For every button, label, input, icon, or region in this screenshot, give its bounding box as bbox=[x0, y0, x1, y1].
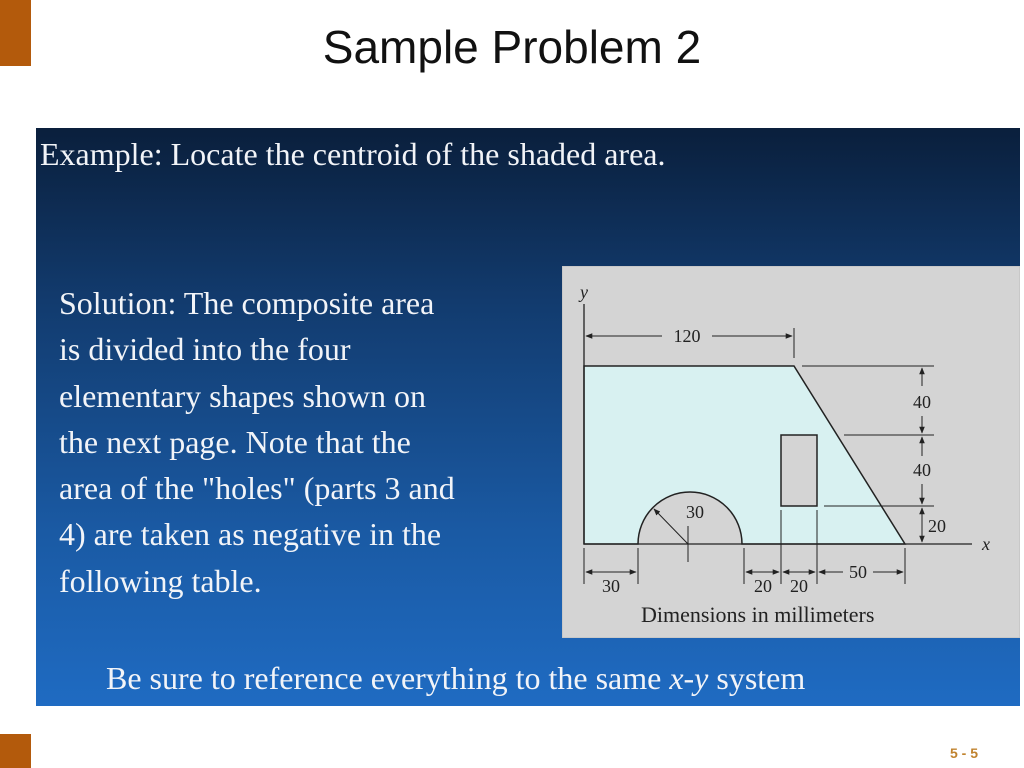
dim-gap-b: 20 bbox=[790, 576, 808, 596]
rectangular-hole bbox=[781, 435, 817, 506]
figure-svg bbox=[562, 266, 1020, 638]
solution-text bbox=[59, 280, 559, 604]
solution-line: elementary shapes shown on bbox=[59, 377, 427, 414]
dim-left-offset: 30 bbox=[602, 576, 620, 596]
x-axis-label: x bbox=[982, 534, 990, 554]
solution-line: Solution: The composite area bbox=[59, 285, 435, 321]
reference-note-suffix: system bbox=[708, 660, 806, 696]
accent-bar-bottom bbox=[0, 734, 31, 768]
solution-line: is divided into the four bbox=[59, 331, 351, 368]
reference-note-axes: x-y bbox=[669, 660, 709, 696]
dim-height-lower: 20 bbox=[928, 516, 946, 536]
dim-radius: 30 bbox=[686, 502, 704, 522]
y-axis-label: y bbox=[580, 282, 588, 302]
composite-area-figure bbox=[562, 266, 1020, 638]
dim-height-upper: 40 bbox=[913, 392, 931, 412]
solution-line: area of the "holes" (parts 3 and bbox=[59, 470, 455, 507]
solution-line: the next page. Note that the bbox=[59, 423, 411, 460]
dim-gap-a: 20 bbox=[754, 576, 772, 596]
content-panel bbox=[36, 128, 1020, 706]
slide-title: Sample Problem 2 bbox=[322, 21, 702, 73]
figure-caption: Dimensions in millimeters bbox=[641, 602, 875, 627]
reference-note bbox=[106, 660, 805, 697]
dim-height-middle: 40 bbox=[913, 460, 931, 480]
example-statement: Example: Locate the centroid of the shaded area. bbox=[40, 136, 666, 172]
solution-line: 4) are taken as negative in the bbox=[59, 516, 442, 553]
solution-line: following table. bbox=[59, 562, 262, 599]
page-number: 5 - 5 bbox=[950, 745, 979, 761]
dim-top-width: 120 bbox=[673, 326, 701, 346]
reference-note-prefix: Be sure to reference everything to the same bbox=[106, 660, 670, 696]
dim-bottom-right: 50 bbox=[849, 562, 867, 582]
